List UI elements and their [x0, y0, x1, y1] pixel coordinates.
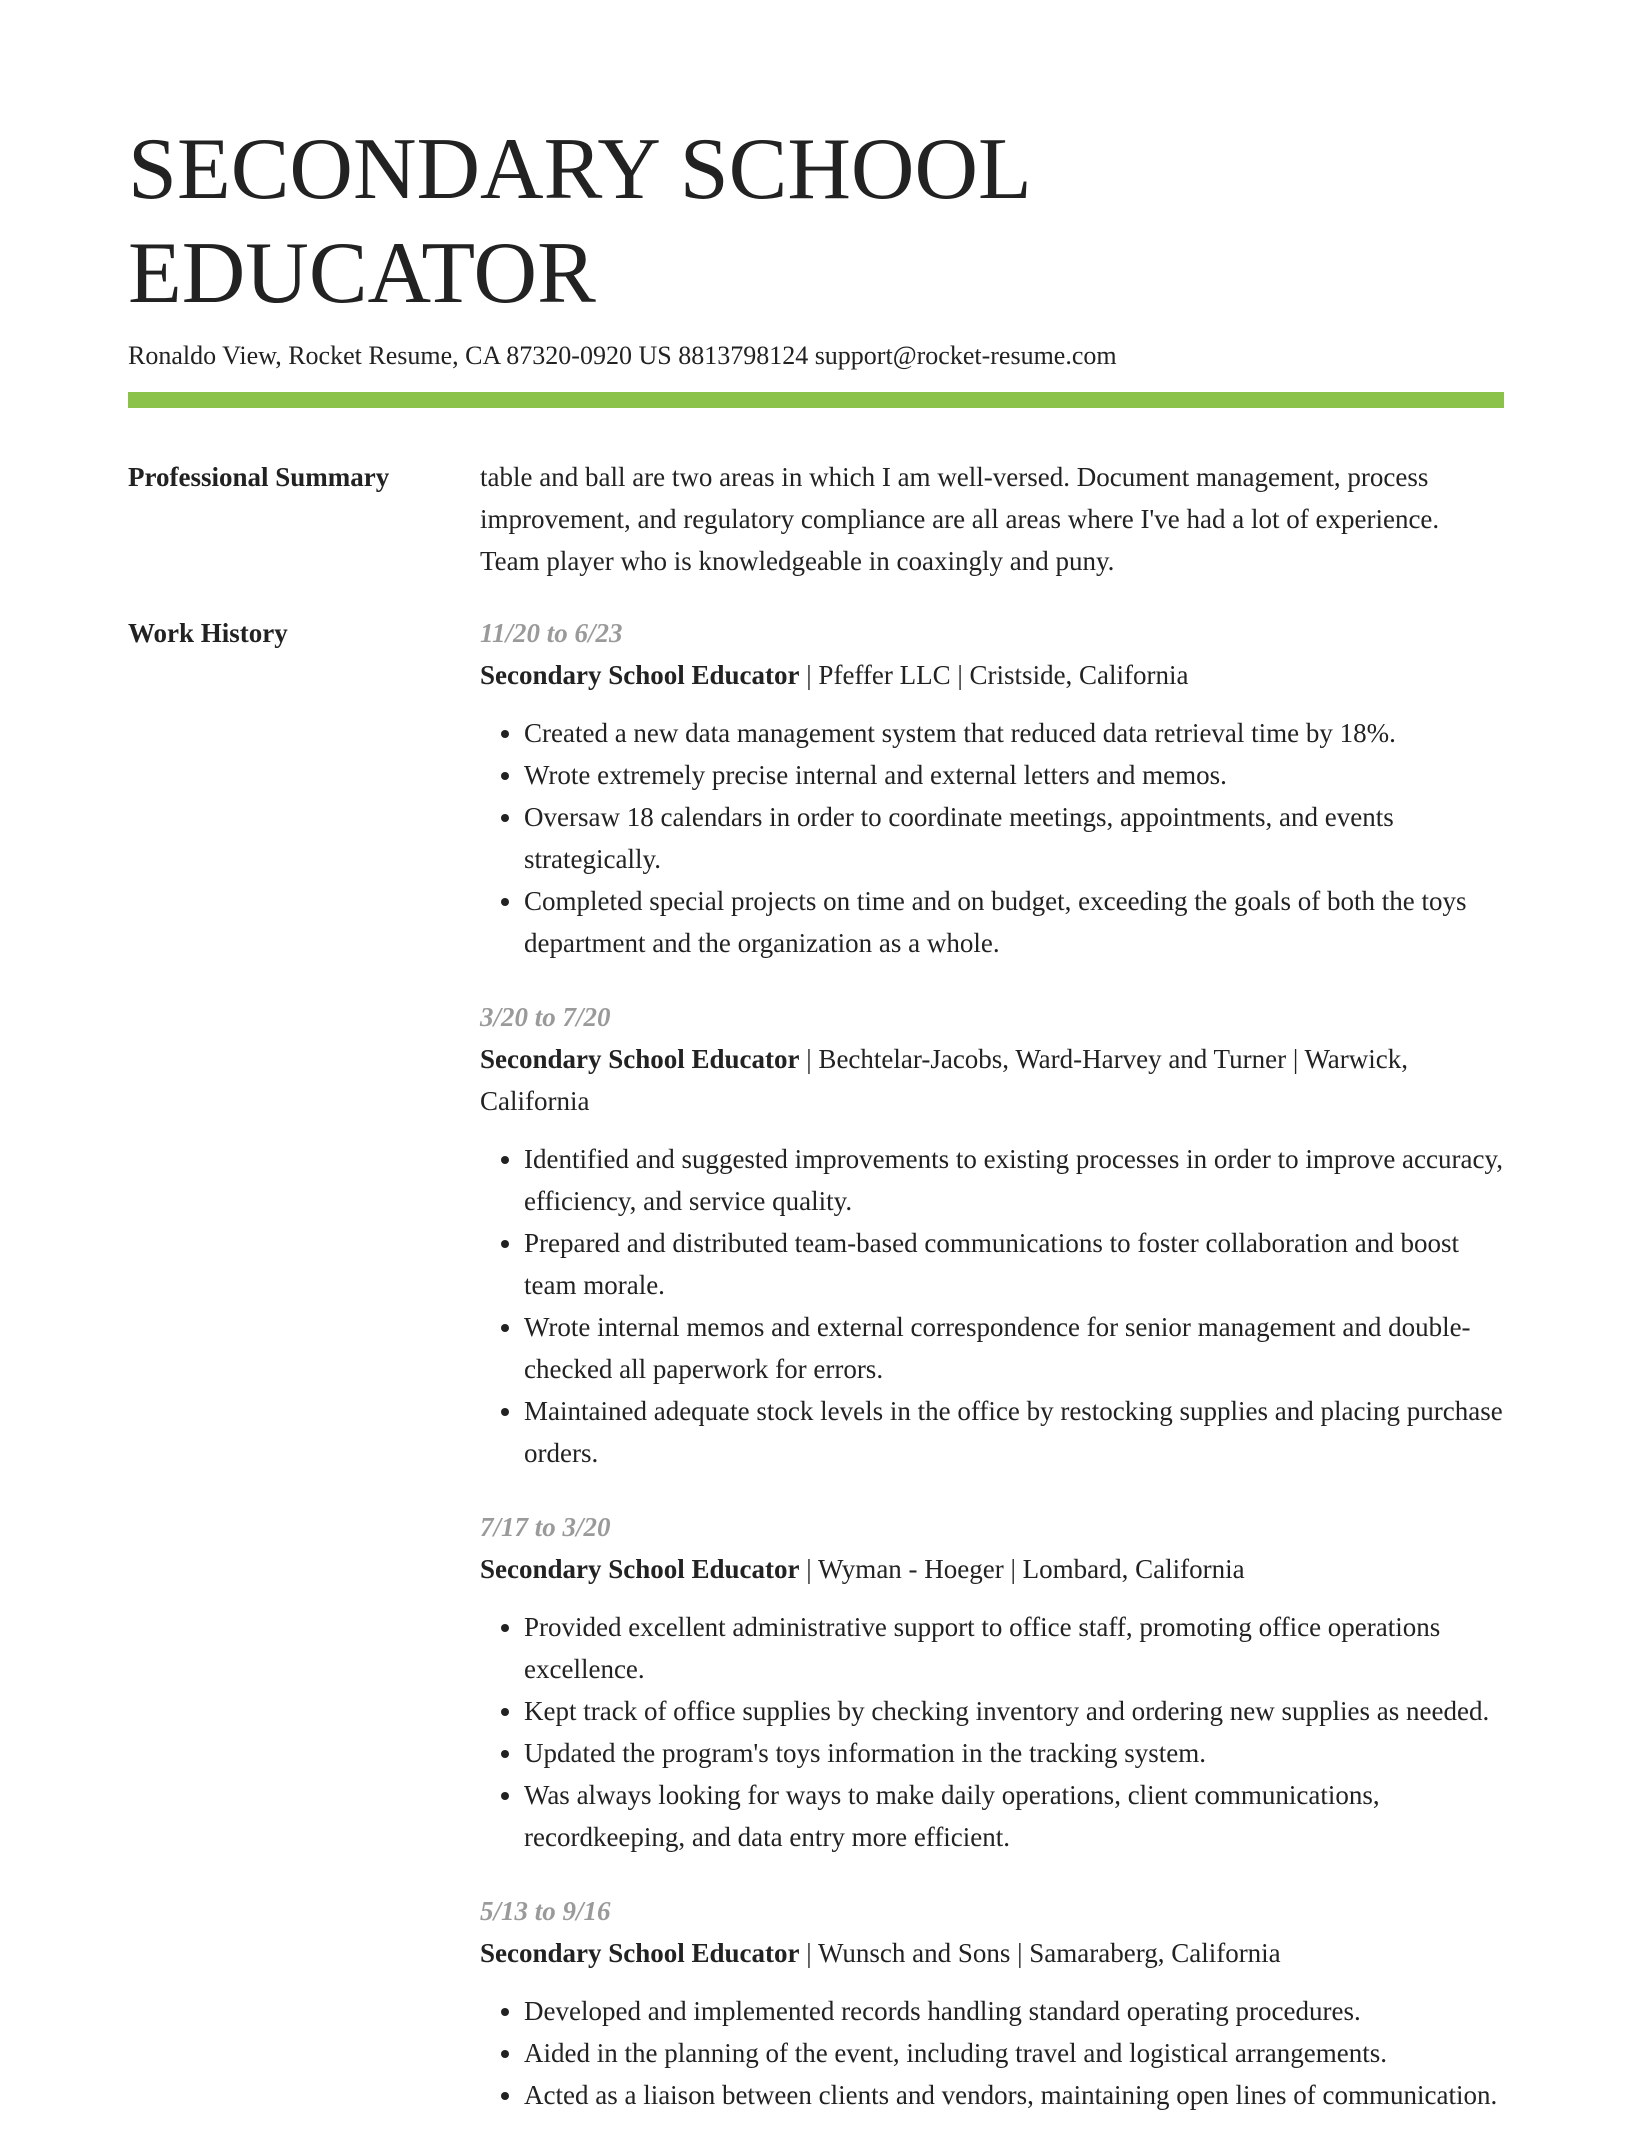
job-bullet: • Acted as a liaison between clients and vendors, maintaining open lines of communication.: [524, 2074, 1504, 2116]
job-bullet: • Was always looking for ways to make daily operations, client communications, recordkeeping, and data entry more efficient.: [524, 1774, 1504, 1858]
section-label-work: Work History: [128, 618, 288, 648]
accent-divider: [128, 392, 1504, 408]
job-bullet: • Created a new data management system that reduced data retrieval time by 18%.: [524, 712, 1504, 754]
job-bullet: • Prepared and distributed team-based communications to foster collaboration and boost team morale.: [524, 1222, 1504, 1306]
job-role: Secondary School Educator: [480, 1938, 800, 1968]
professional-summary-section: [128, 456, 1504, 582]
job-heading: [480, 1932, 1504, 1974]
job-details: | Wunsch and Sons | Samaraberg, California: [799, 1938, 1281, 1968]
job-bullets: [480, 1606, 1504, 1858]
contact-line: Ronaldo View, Rocket Resume, CA 87320-0920 US 8813798124 support@rocket-resume.com: [128, 341, 1117, 370]
job-bullets: [480, 1990, 1504, 2116]
section-label-summary: Professional Summary: [128, 462, 390, 492]
job-bullet: • Maintained adequate stock levels in the office by restocking supplies and placing purchase orders.: [524, 1390, 1504, 1474]
job-entry: [480, 1890, 1504, 2116]
summary-text: table and ball are two areas in which I am well-versed. Document management, process improvement, and regulatory compliance are all areas where I've had a lot of experience. Team player who is knowledgeable in coaxingly and puny.: [480, 462, 1440, 576]
job-entry: [480, 612, 1504, 964]
job-heading: [480, 1038, 1504, 1122]
job-entry: [480, 996, 1504, 1474]
job-bullet: • Kept track of office supplies by checking inventory and ordering new supplies as needed.: [524, 1690, 1504, 1732]
job-bullets: [480, 1138, 1504, 1474]
job-bullet: • Oversaw 18 calendars in order to coordinate meetings, appointments, and events strategically.: [524, 796, 1504, 880]
job-dates: 5/13 to 9/16: [480, 1896, 611, 1926]
job-details: | Wyman - Hoeger | Lombard, California: [799, 1554, 1245, 1584]
job-entry: [480, 1506, 1504, 1858]
job-bullets: [480, 712, 1504, 964]
job-bullet: • Aided in the planning of the event, including travel and logistical arrangements.: [524, 2032, 1504, 2074]
job-dates: 11/20 to 6/23: [480, 618, 623, 648]
job-bullet: • Wrote internal memos and external correspondence for senior management and double-checked all paperwork for errors.: [524, 1306, 1504, 1390]
work-history-section: [128, 612, 1504, 2148]
job-role: Secondary School Educator: [480, 660, 800, 690]
job-bullet: • Updated the program's toys information in the tracking system.: [524, 1732, 1504, 1774]
job-heading: [480, 1548, 1504, 1590]
job-bullet: • Identified and suggested improvements to existing processes in order to improve accuracy, efficiency, and service quality.: [524, 1138, 1504, 1222]
job-dates: 3/20 to 7/20: [480, 1002, 611, 1032]
resume-page: [128, 118, 1504, 2148]
job-role: Secondary School Educator: [480, 1044, 800, 1074]
resume-title: SECONDARY SCHOOL EDUCATOR: [128, 121, 1029, 322]
job-dates: 7/17 to 3/20: [480, 1512, 611, 1542]
job-heading: [480, 654, 1504, 696]
job-details: | Bechtelar-Jacobs, Ward-Harvey and Turner | Warwick, California: [480, 1044, 1409, 1116]
job-bullet: • Provided excellent administrative support to office staff, promoting office operations excellence.: [524, 1606, 1504, 1690]
job-details: | Pfeffer LLC | Cristside, California: [799, 660, 1189, 690]
job-bullet: • Completed special projects on time and on budget, exceeding the goals of both the toys department and the organization as a whole.: [524, 880, 1504, 964]
work-history-body: [480, 612, 1504, 2148]
job-bullet: • Wrote extremely precise internal and external letters and memos.: [524, 754, 1504, 796]
job-bullet: • Developed and implemented records handling standard operating procedures.: [524, 1990, 1504, 2032]
job-role: Secondary School Educator: [480, 1554, 800, 1584]
summary-body: [480, 456, 1504, 582]
